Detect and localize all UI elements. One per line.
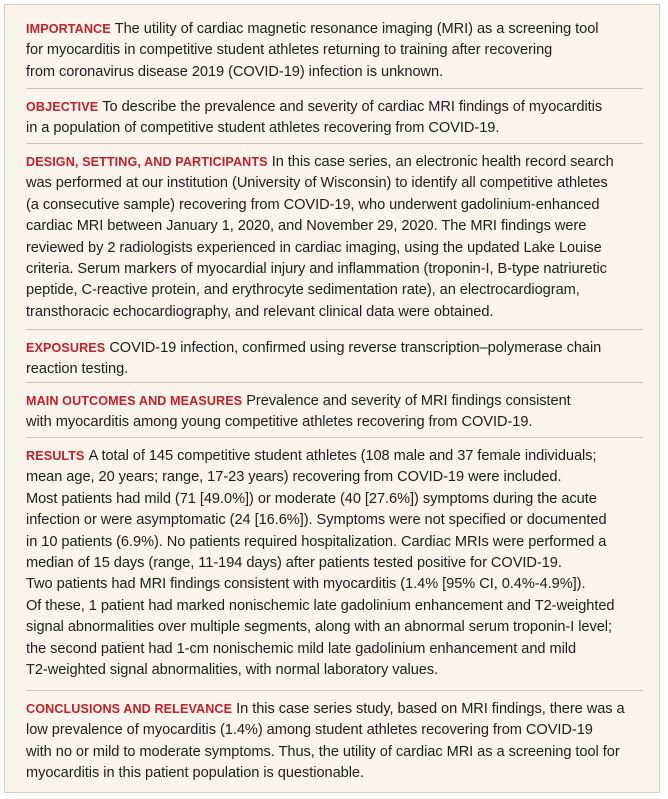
body-text: reaction testing. [26,361,129,378]
body-text: reviewed by 2 radiologists experienced in cardiac imaging, using the updated Lake Louise [26,239,602,256]
section-heading-main-outcomes-and-measures: MAIN OUTCOMES AND MEASURES [26,394,243,408]
body-text: with myocarditis among young competitive athletes recovering from COVID-19. [26,414,533,431]
body-text: cardiac MRI between January 1, 2020, and November 29, 2020. The MRI findings were [26,218,587,235]
body-text: Most patients had mild (71 [49.0%]) or moderate (40 [27.6%]) symptoms during the acute [26,490,597,507]
text-line [26,216,641,237]
body-text: In this case series, an electronic health record search [271,154,614,170]
body-text: mean age, 20 years; range, 17-23 years) recovering from COVID-19 were included. [26,469,562,486]
body-text: infection or were asymptomatic (24 [16.6%]). Symptoms were not specified or documented [26,512,607,529]
body-text: with no or mild to moderate symptoms. Thus, the utility of cardiac MRI as a screening tool for [26,743,620,760]
text-line [26,359,641,380]
text-line [26,617,641,638]
text-line [26,532,641,553]
body-text: Prevalence and severity of MRI findings consistent [246,393,571,409]
section-heading-results: RESULTS [26,449,85,463]
section-exposures [26,338,641,381]
section-heading-conclusions-and-relevance: CONCLUSIONS AND RELEVANCE [26,702,233,716]
text-line [26,338,641,359]
body-text: (a consecutive sample) recovering from COVID-19, who underwent gadolinium-enhanced [26,196,600,213]
abstract-panel [4,4,660,793]
text-line [26,510,641,531]
section-divider [26,690,643,691]
section-heading-importance: IMPORTANCE [26,22,111,36]
body-text: The utility of cardiac magnetic resonance imaging (MRI) as a screening tool [114,21,599,37]
body-text: myocarditis in this patient population is questionable. [26,765,364,782]
body-text: To describe the prevalence and severity of cardiac MRI findings of myocarditis [102,99,603,115]
text-line [26,173,641,194]
body-text: A total of 145 competitive student athletes (108 male and 37 female individuals; [88,448,597,464]
body-text: T2-weighted signal abnormalities, with normal laboratory values. [26,662,439,679]
text-line [26,280,641,301]
body-text: transthoracic echocardiography, and relevant clinical data were obtained. [26,303,494,320]
section-heading-objective: OBJECTIVE [26,100,99,114]
text-line [26,259,641,280]
text-line [26,639,641,660]
text-line [26,553,641,574]
text-line [26,152,641,173]
body-text: criteria. Serum markers of myocardial injury and inflammation (troponin-I, B-type natriuretic [26,261,607,278]
section-design [26,152,641,323]
section-conclusions [26,699,641,785]
section-outcomes [26,391,641,434]
section-results [26,446,641,681]
body-text: the second patient had 1-cm nonischemic mild late gadolinium enhancement and mild [26,640,577,657]
text-line [26,118,641,139]
text-line [26,467,641,488]
text-line [26,699,641,720]
body-text: Of these, 1 patient had marked nonischemic late gadolinium enhancement and T2-weighted [26,597,615,614]
section-divider [26,437,643,438]
text-line [26,742,641,763]
text-line [26,596,641,617]
text-line [26,40,641,61]
text-line [26,62,641,83]
text-line [26,302,641,323]
body-text: low prevalence of myocarditis (1.4%) among student athletes recovering from COVID-19 [26,722,593,739]
text-line [26,238,641,259]
section-heading-exposures: EXPOSURES [26,341,106,355]
section-divider [26,88,643,89]
text-line [26,195,641,216]
body-text: signal abnormalities over multiple segments, along with an abnormal serum troponin-I level; [26,619,612,636]
text-line [26,763,641,784]
text-line [26,391,641,412]
text-line [26,97,641,118]
section-objective [26,97,641,140]
text-line [26,489,641,510]
body-text: COVID-19 infection, confirmed using reverse transcription–polymerase chain [109,340,602,356]
body-text: peptide, C-reactive protein, and erythrocyte sedimentation rate), an electrocardiogram, [26,282,580,299]
text-line [26,19,641,40]
body-text: in 10 patients (6.9%). No patients required hospitalization. Cardiac MRIs were performed a [26,533,607,550]
text-line [26,660,641,681]
body-text: In this case series study, based on MRI findings, there was a [236,701,625,717]
section-divider [26,329,643,330]
body-text: Two patients had MRI findings consistent with myocarditis (1.4% [95% CI, 0.4%-4.9%]). [26,576,586,593]
section-divider [26,382,643,383]
section-divider [26,143,643,144]
body-text: was performed at our institution (University of Wisconsin) to identify all competitive athletes [26,175,608,192]
body-text: median of 15 days (range, 11-194 days) after patients tested positive for COVID-19. [26,555,562,572]
section-importance [26,19,641,83]
text-line [26,574,641,595]
body-text: from coronavirus disease 2019 (COVID-19) infection is unknown. [26,63,444,80]
section-heading-design-setting-and-participants: DESIGN, SETTING, AND PARTICIPANTS [26,155,268,169]
text-line [26,446,641,467]
text-line [26,720,641,741]
body-text: for myocarditis in competitive student athletes returning to training after recovering [26,42,553,59]
body-text: in a population of competitive student athletes recovering from COVID-19. [26,120,500,137]
text-line [26,412,641,433]
